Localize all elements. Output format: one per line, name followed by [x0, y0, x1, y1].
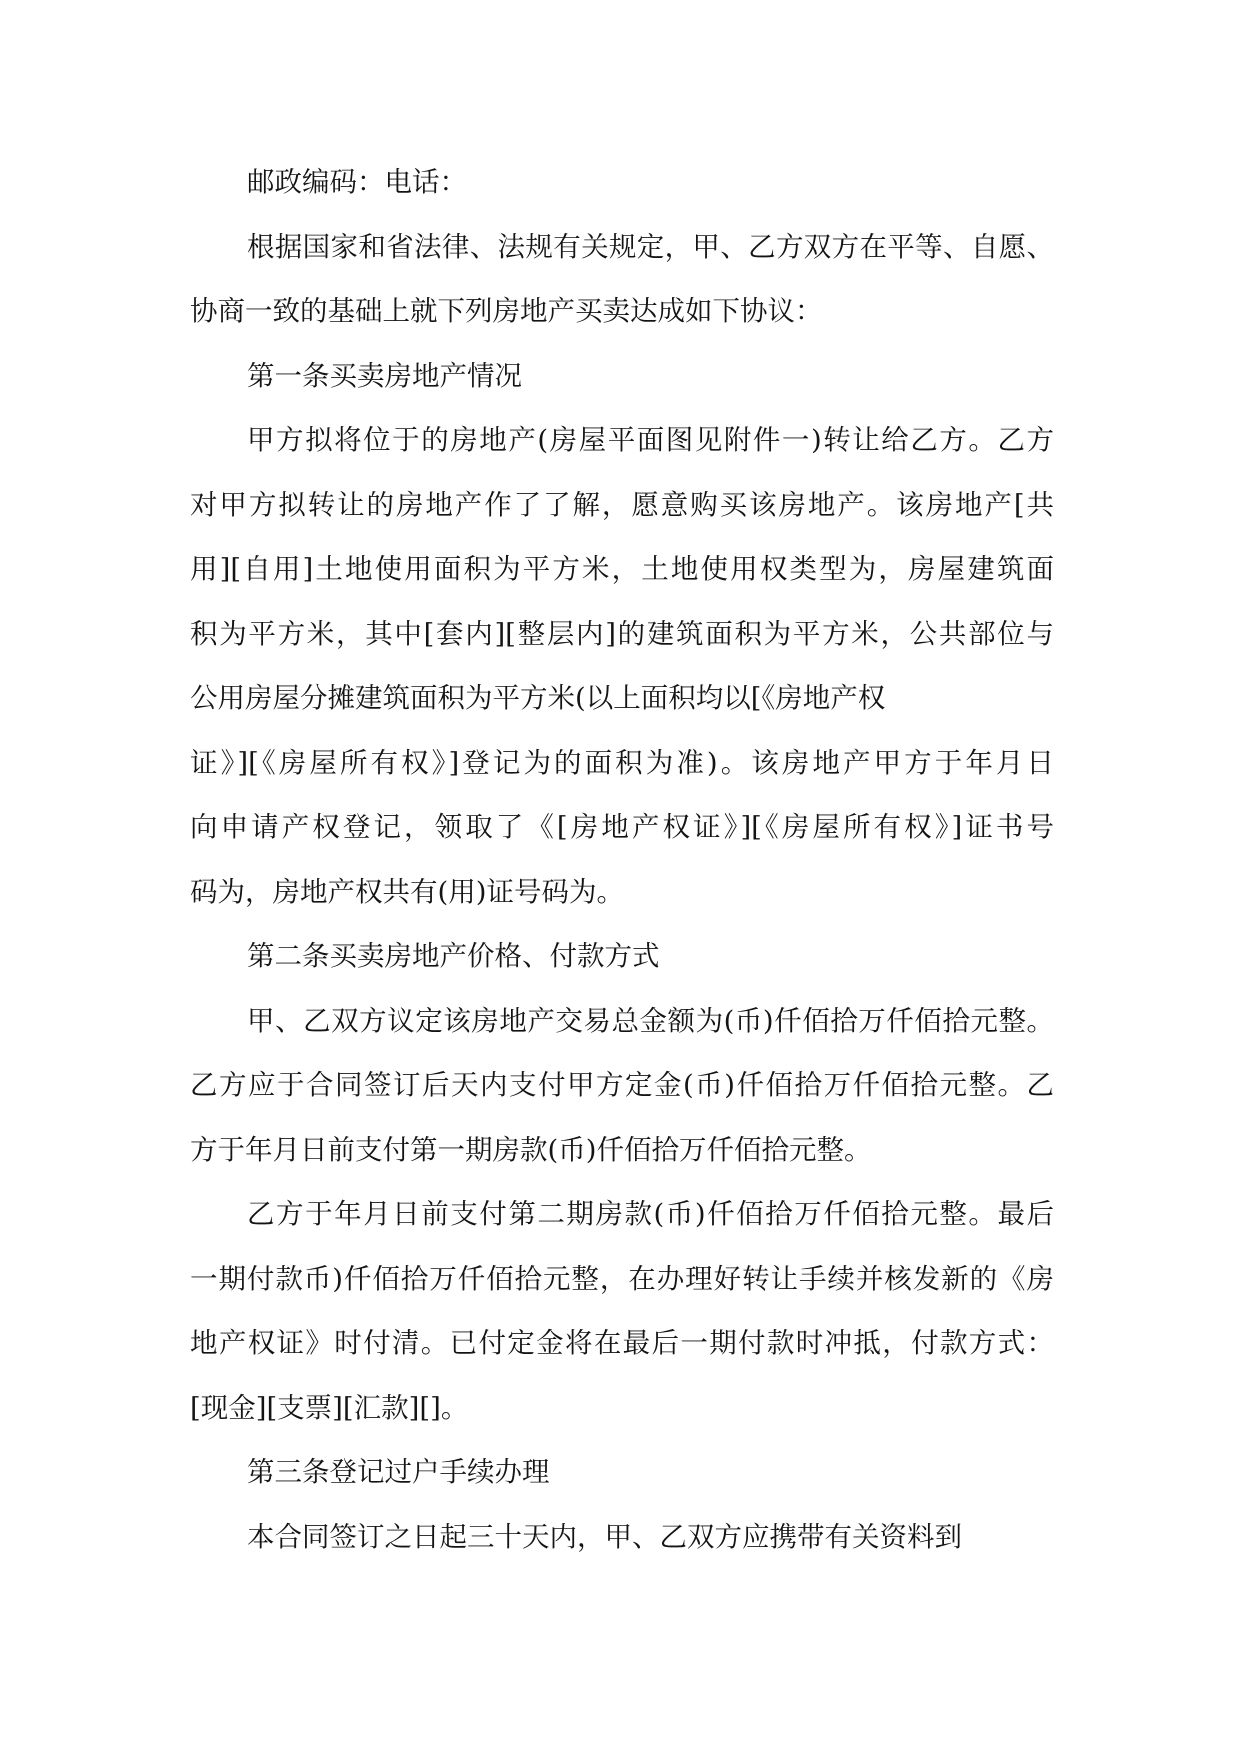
- article-1-heading: [190, 344, 1054, 409]
- article-2-payment-paragraph: [190, 1182, 1054, 1440]
- text-line: 码为，房地产权共有(用)证号码为。: [190, 875, 624, 908]
- text-line: 甲方拟将位于的房地产(房屋平面图见附件一)转让给乙方。乙方: [247, 424, 1054, 456]
- text-line: 用][自用]土地使用面积为平方米，土地使用权类型为，房屋建筑面: [190, 553, 1054, 585]
- article-2-price-paragraph: [190, 989, 1054, 1183]
- text-line: 第二条买卖房地产价格、付款方式: [247, 940, 660, 972]
- text-line: 积为平方米，其中[套内][整层内]的建筑面积为平方米，公共部位与: [190, 617, 1054, 650]
- text-line: 协商一致的基础上就下列房地产买卖达成如下协议：: [190, 295, 823, 327]
- postal-code-phone-line: [190, 150, 1054, 215]
- article-3-heading: [190, 1440, 1054, 1505]
- text-line: 一期付款币)仟佰拾万仟佰拾元整，在办理好转让手续并核发新的《房: [190, 1262, 1054, 1295]
- text-line: 邮政编码：电话：: [247, 166, 467, 198]
- document-body: [190, 150, 1054, 1569]
- text-line: 证》][《房屋所有权》]登记为的面积为准)。该房地产甲方于年月日: [190, 746, 1054, 779]
- text-line: 方于年月日前支付第一期房款(币)仟佰拾万仟佰拾元整。: [190, 1133, 872, 1166]
- article-1-body: [190, 408, 1054, 924]
- text-line: 本合同签订之日起三十天内，甲、乙双方应携带有关资料到: [247, 1520, 962, 1553]
- text-line: [现金][支票][汇款][]。: [190, 1391, 469, 1424]
- article-2-heading: [190, 924, 1054, 989]
- text-line: 地产权证》时付清。已付定金将在最后一期付款时冲抵，付款方式：: [190, 1327, 1054, 1359]
- article-3-body: [190, 1505, 1054, 1570]
- text-line: 乙方应于合同签订后天内支付甲方定金(币)仟佰拾万仟佰拾元整。乙: [190, 1069, 1054, 1101]
- text-line: 根据国家和省法律、法规有关规定，甲、乙方双方在平等、自愿、: [247, 230, 1054, 263]
- text-line: 第三条登记过户手续办理: [247, 1456, 550, 1488]
- text-line: 乙方于年月日前支付第二期房款(币)仟佰拾万仟佰拾元整。最后: [247, 1198, 1054, 1230]
- text-line: 对甲方拟转让的房地产作了了解，愿意购买该房地产。该房地产[共: [190, 488, 1054, 521]
- text-line: 向申请产权登记，领取了《[房地产权证》][《房屋所有权》]证书号: [190, 811, 1054, 843]
- text-line: 第一条买卖房地产情况: [247, 359, 522, 392]
- text-line: 甲、乙双方议定该房地产交易总金额为(币)仟佰拾万仟佰拾元整。: [247, 1004, 1054, 1037]
- text-line: 公用房屋分摊建筑面积为平方米(以上面积均以[《房地产权: [190, 682, 886, 714]
- preamble-paragraph: [190, 215, 1054, 344]
